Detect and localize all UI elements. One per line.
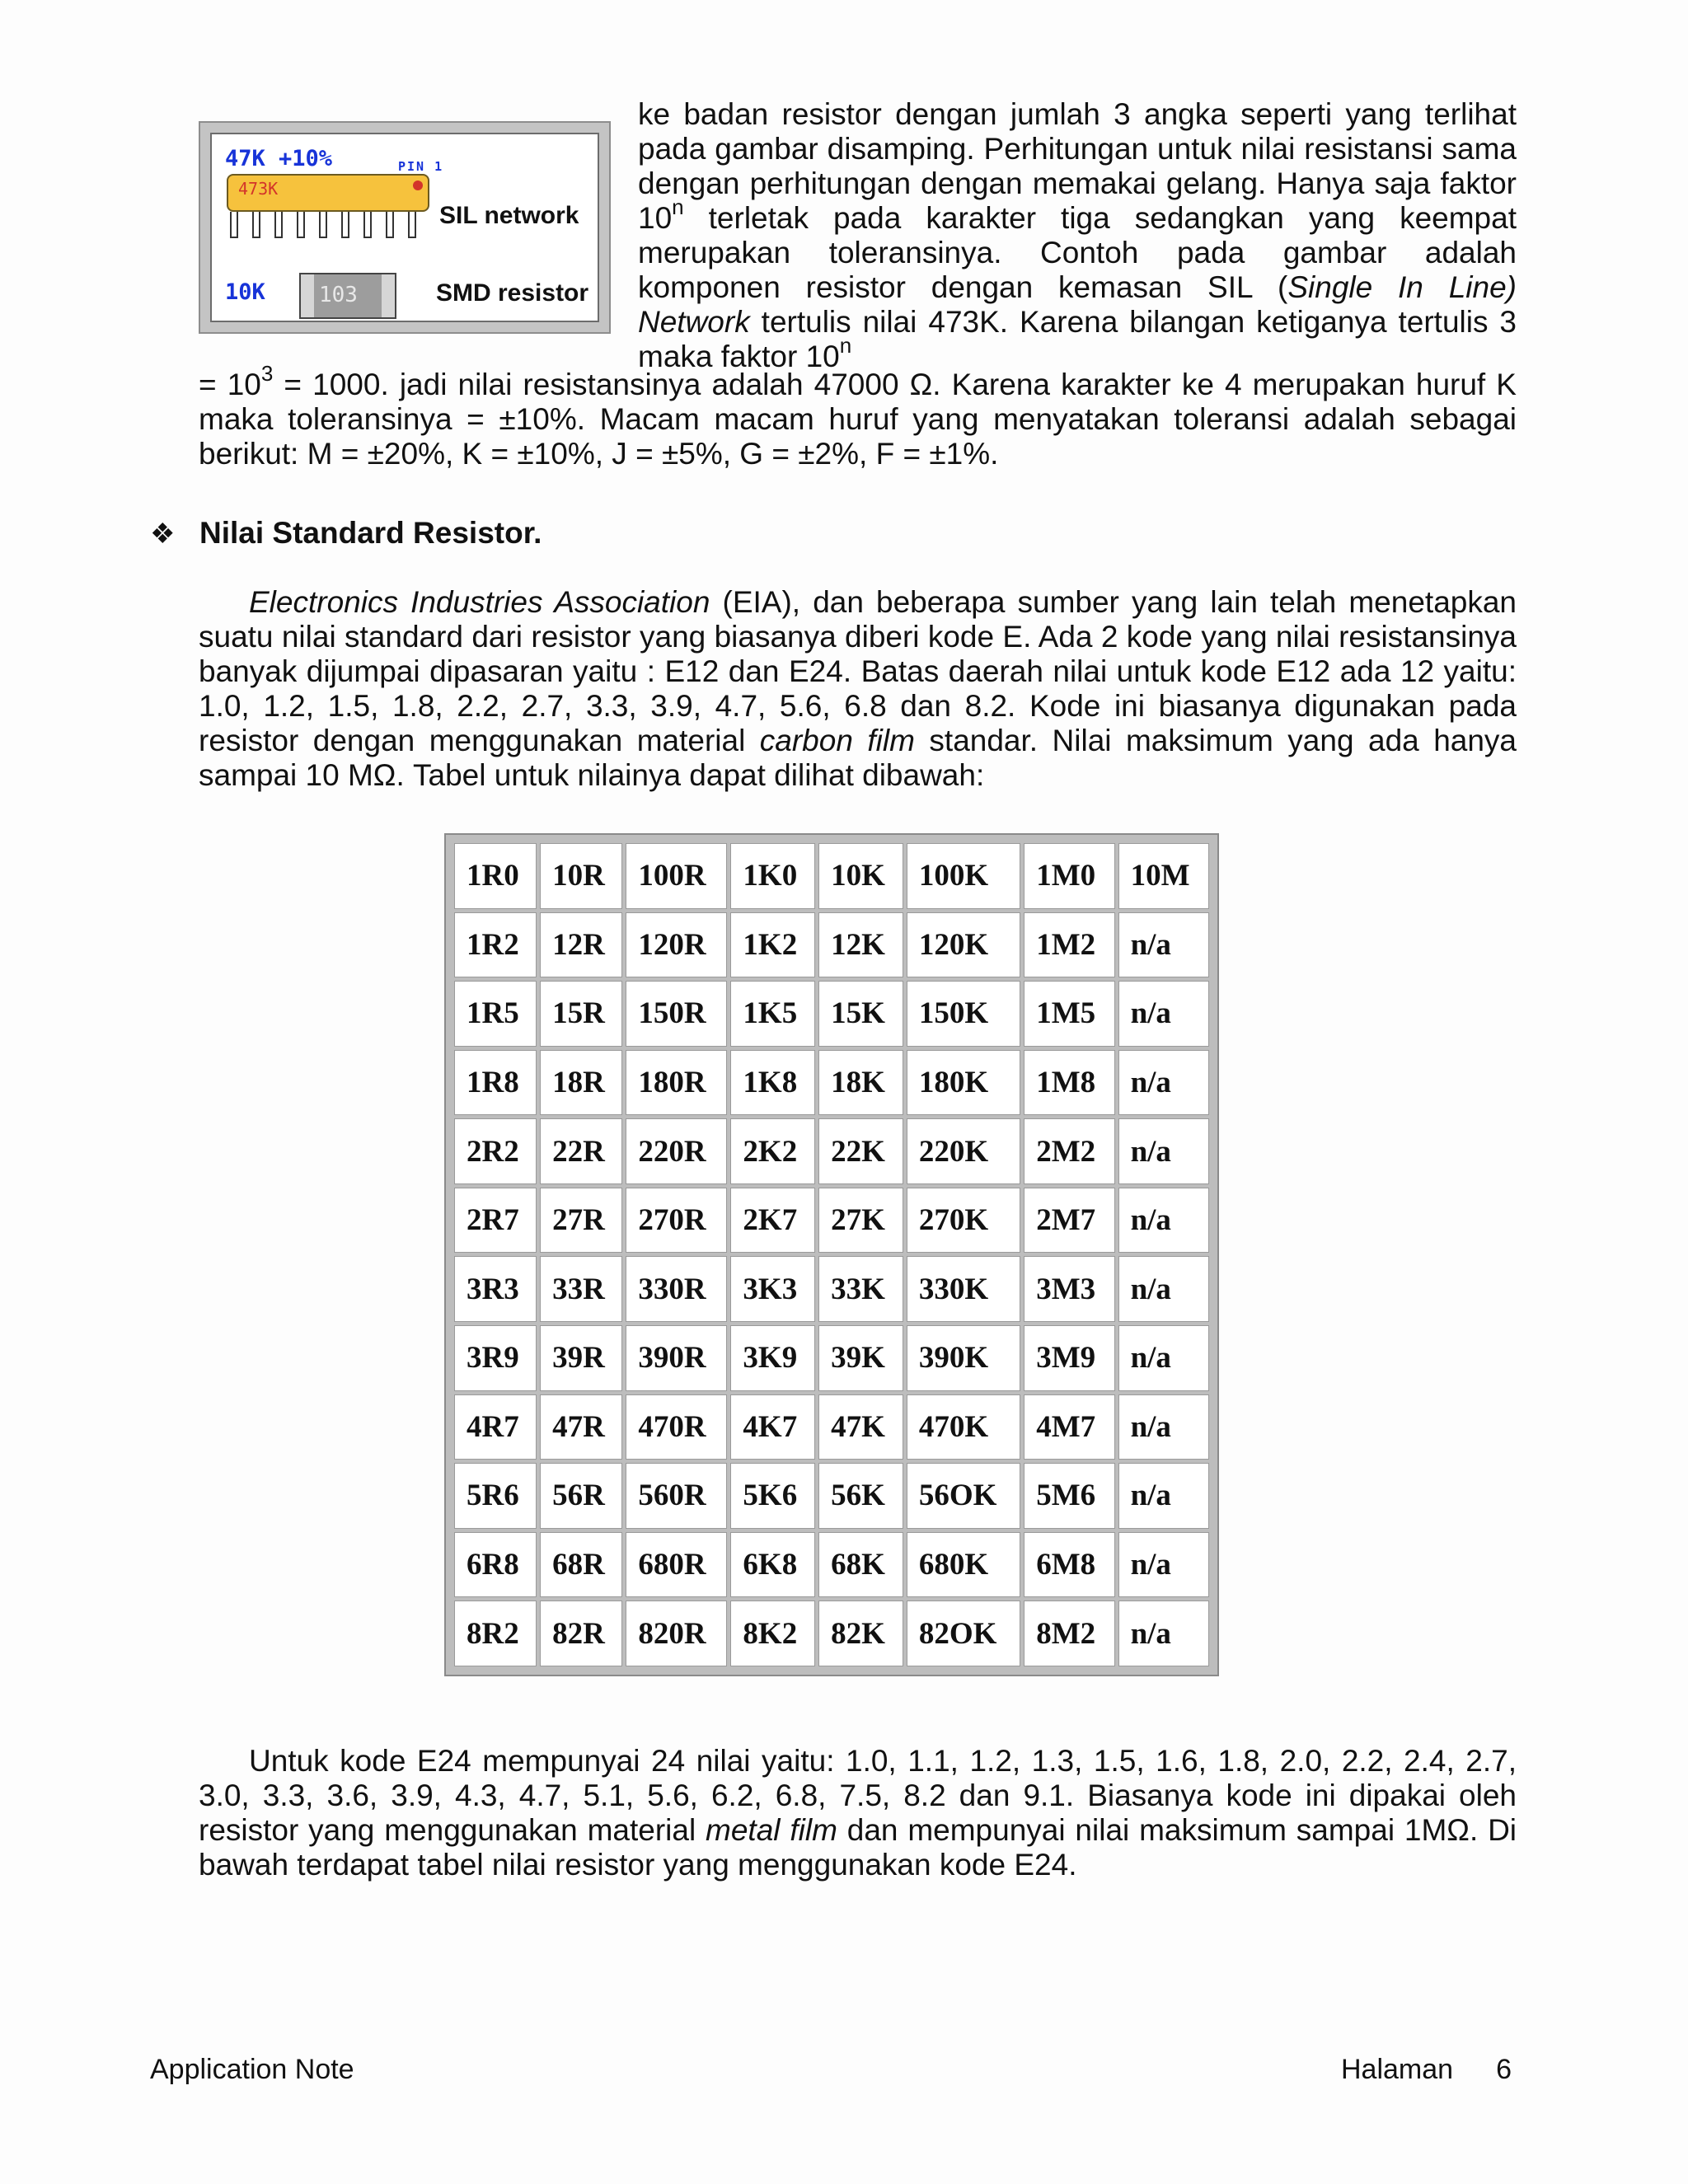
- table-cell: 18K: [818, 1050, 903, 1116]
- smd-resistor-label: SMD resistor: [436, 279, 589, 307]
- table-cell: 82R: [540, 1601, 622, 1666]
- section-heading: [150, 516, 542, 551]
- footer-page: Halaman 6: [1341, 2054, 1512, 2085]
- table-cell: 1K8: [730, 1050, 815, 1116]
- table-cell: 680K: [907, 1532, 1020, 1598]
- table-cell: 2K2: [730, 1118, 815, 1184]
- table-cell: 47R: [540, 1394, 622, 1460]
- table-cell: 2R7: [454, 1188, 537, 1254]
- table-cell: 68K: [818, 1532, 903, 1598]
- table-cell: 1R5: [454, 981, 537, 1047]
- page-number: 6: [1496, 2054, 1512, 2085]
- table-cell: n/a: [1118, 912, 1209, 978]
- table-cell: 4K7: [730, 1394, 815, 1460]
- table-cell: 3K3: [730, 1256, 815, 1322]
- table-row: [454, 1050, 1209, 1116]
- table-cell: 2M7: [1024, 1188, 1114, 1254]
- sil-marking: 47K +10%: [225, 146, 333, 171]
- pin-label: PIN 1: [398, 159, 444, 174]
- table-cell: 56R: [540, 1463, 622, 1529]
- table-cell: 39R: [540, 1325, 622, 1391]
- table-cell: 3M3: [1024, 1256, 1114, 1322]
- table-cell: 5R6: [454, 1463, 537, 1529]
- table-row: [454, 843, 1209, 909]
- table-row: [454, 1601, 1209, 1666]
- table-cell: 270K: [907, 1188, 1020, 1254]
- table-cell: 3K9: [730, 1325, 815, 1391]
- table-cell: 27K: [818, 1188, 903, 1254]
- table-cell: n/a: [1118, 1118, 1209, 1184]
- table-cell: 470K: [907, 1394, 1020, 1460]
- table-cell: 120R: [626, 912, 727, 978]
- resistor-figure: [199, 121, 611, 334]
- table-cell: n/a: [1118, 1394, 1209, 1460]
- table-cell: n/a: [1118, 1601, 1209, 1666]
- table-row: [454, 1188, 1209, 1254]
- table-cell: 470R: [626, 1394, 727, 1460]
- table-cell: 3R3: [454, 1256, 537, 1322]
- table-cell: 56OK: [907, 1463, 1020, 1529]
- table-cell: 270R: [626, 1188, 727, 1254]
- sil-code: 473K: [238, 179, 279, 199]
- table-cell: 1R2: [454, 912, 537, 978]
- table-cell: 82K: [818, 1601, 903, 1666]
- table-cell: n/a: [1118, 1188, 1209, 1254]
- table-cell: 120K: [907, 912, 1020, 978]
- table-cell: 390R: [626, 1325, 727, 1391]
- section-title: Nilai Standard Resistor.: [199, 516, 542, 550]
- intro-paragraph: ke badan resistor dengan jumlah 3 angka seperti yang terlihat pada gambar disamping. Perhitungan untuk nilai resistansi sama dengan perhitungan dengan memakai gelang. Hanya saja faktor 10$^n$ terletak pada karakter tiga sedangkan yang keempat merupakan toleransinya. Contoh pada gambar adalah komponen resistor dengan kemasan SIL (Single In Line) Network tertulis nilai 473K. Karena bilangan ketiganya tertulis 3 maka faktor 10$^n$: [638, 97, 1517, 373]
- e12-value-table: [451, 840, 1212, 1670]
- diamond-bullet-icon: ❖: [150, 518, 176, 550]
- table-cell: 8M2: [1024, 1601, 1114, 1666]
- table-cell: 1R8: [454, 1050, 537, 1116]
- table-cell: 820R: [626, 1601, 727, 1666]
- table-cell: 1M0: [1024, 843, 1114, 909]
- table-cell: 8K2: [730, 1601, 815, 1666]
- table-cell: 15R: [540, 981, 622, 1047]
- table-cell: 220K: [907, 1118, 1020, 1184]
- table-row: [454, 1118, 1209, 1184]
- table-cell: 5K6: [730, 1463, 815, 1529]
- table-cell: 12R: [540, 912, 622, 978]
- e12-table: [444, 833, 1219, 1676]
- table-cell: 4R7: [454, 1394, 537, 1460]
- smd-resistor-icon: [299, 273, 396, 319]
- table-cell: 1K5: [730, 981, 815, 1047]
- table-cell: 8R2: [454, 1601, 537, 1666]
- e24-paragraph: Untuk kode E24 mempunyai 24 nilai yaitu: 1.0, 1.1, 1.2, 1.3, 1.5, 1.6, 1.8, 2.0, 2.2, 2.4, 2.7, 3.0, 3.3, 3.6, 3.9, 4.3, 4.7, 5.1, 5.6, 6.2, 6.8, 7.5, 8.2 dan 9.1. Biasanya kode ini dipakai oleh resistor yang menggunakan material metal film dan mempunyai nilai maksimum sampai 1MΩ. Di bawah terdapat tabel nilai resistor yang menggunakan kode E24.: [199, 1744, 1517, 1882]
- table-cell: 1M8: [1024, 1050, 1114, 1116]
- table-cell: 82OK: [907, 1601, 1020, 1666]
- table-cell: 100K: [907, 843, 1020, 909]
- table-cell: 1M2: [1024, 912, 1114, 978]
- sil-package: [227, 174, 429, 212]
- table-cell: 150K: [907, 981, 1020, 1047]
- table-cell: n/a: [1118, 1532, 1209, 1598]
- table-cell: n/a: [1118, 1325, 1209, 1391]
- table-cell: 47K: [818, 1394, 903, 1460]
- table-cell: 150R: [626, 981, 727, 1047]
- smd-value: 10K: [225, 279, 265, 305]
- table-cell: 4M7: [1024, 1394, 1114, 1460]
- table-cell: 5M6: [1024, 1463, 1114, 1529]
- table-cell: 1M5: [1024, 981, 1114, 1047]
- table-cell: 6M8: [1024, 1532, 1114, 1598]
- table-cell: 1K0: [730, 843, 815, 909]
- table-cell: 1R0: [454, 843, 537, 909]
- table-cell: 39K: [818, 1325, 903, 1391]
- table-cell: 12K: [818, 912, 903, 978]
- table-cell: 22K: [818, 1118, 903, 1184]
- table-row: [454, 1325, 1209, 1391]
- table-cell: 18R: [540, 1050, 622, 1116]
- table-cell: 3M9: [1024, 1325, 1114, 1391]
- table-row: [454, 1394, 1209, 1460]
- table-cell: 6K8: [730, 1532, 815, 1598]
- table-cell: 680R: [626, 1532, 727, 1598]
- smd-code: 103: [319, 283, 358, 307]
- table-row: [454, 1532, 1209, 1598]
- table-cell: 10K: [818, 843, 903, 909]
- table-cell: 22R: [540, 1118, 622, 1184]
- table-cell: 15K: [818, 981, 903, 1047]
- table-cell: 180K: [907, 1050, 1020, 1116]
- table-row: [454, 1463, 1209, 1529]
- figure-panel: [210, 133, 599, 322]
- table-cell: 10R: [540, 843, 622, 909]
- intro-paragraph-continued: = $10^3 = 1000$. jadi nilai resistansinya adalah 47000 Ω. Karena karakter ke 4 merupakan huruf K maka toleransinya = ±10%. Macam macam huruf yang menyatakan toleransi adalah sebagai berikut: M = ±20%, K = ±10%, J = ±5%, G = ±2%, F = ±1%.: [199, 360, 1517, 471]
- table-cell: 180R: [626, 1050, 727, 1116]
- table-cell: 220R: [626, 1118, 727, 1184]
- table-cell: 10M: [1118, 843, 1209, 909]
- table-row: [454, 1256, 1209, 1322]
- table-cell: 330K: [907, 1256, 1020, 1322]
- table-cell: 100R: [626, 843, 727, 909]
- table-cell: 3R9: [454, 1325, 537, 1391]
- table-cell: 68R: [540, 1532, 622, 1598]
- table-cell: 27R: [540, 1188, 622, 1254]
- table-cell: 1K2: [730, 912, 815, 978]
- table-row: [454, 912, 1209, 978]
- sil-pins: [230, 212, 428, 240]
- table-cell: 330R: [626, 1256, 727, 1322]
- table-cell: 2M2: [1024, 1118, 1114, 1184]
- table-cell: 2R2: [454, 1118, 537, 1184]
- eia-paragraph: Electronics Industries Association (EIA), dan beberapa sumber yang lain telah menetapkan suatu nilai standard dari resistor yang biasanya diberi kode E. Ada 2 kode yang nilai resistansinya banyak dijumpai dipasaran yaitu : E12 dan E24. Batas daerah nilai untuk kode E12 ada 12 yaitu: 1.0, 1.2, 1.5, 1.8, 2.2, 2.7, 3.3, 3.9, 4.7, 5.6, 6.8 dan 8.2. Kode ini biasanya digunakan pada resistor dengan menggunakan material carbon film standar. Nilai maksimum yang ada hanya sampai 10 MΩ. Tabel untuk nilainya dapat dilihat dibawah:: [199, 585, 1517, 792]
- sil-network-label: SIL network: [439, 202, 579, 229]
- table-cell: n/a: [1118, 981, 1209, 1047]
- table-cell: 6R8: [454, 1532, 537, 1598]
- table-cell: 33K: [818, 1256, 903, 1322]
- table-cell: 2K7: [730, 1188, 815, 1254]
- table-cell: 56K: [818, 1463, 903, 1529]
- footer-title: Application Note: [150, 2054, 354, 2085]
- table-cell: n/a: [1118, 1050, 1209, 1116]
- table-cell: n/a: [1118, 1463, 1209, 1529]
- table-row: [454, 981, 1209, 1047]
- table-cell: 33R: [540, 1256, 622, 1322]
- table-cell: n/a: [1118, 1256, 1209, 1322]
- pin1-dot-icon: [413, 180, 423, 190]
- table-cell: 390K: [907, 1325, 1020, 1391]
- table-cell: 560R: [626, 1463, 727, 1529]
